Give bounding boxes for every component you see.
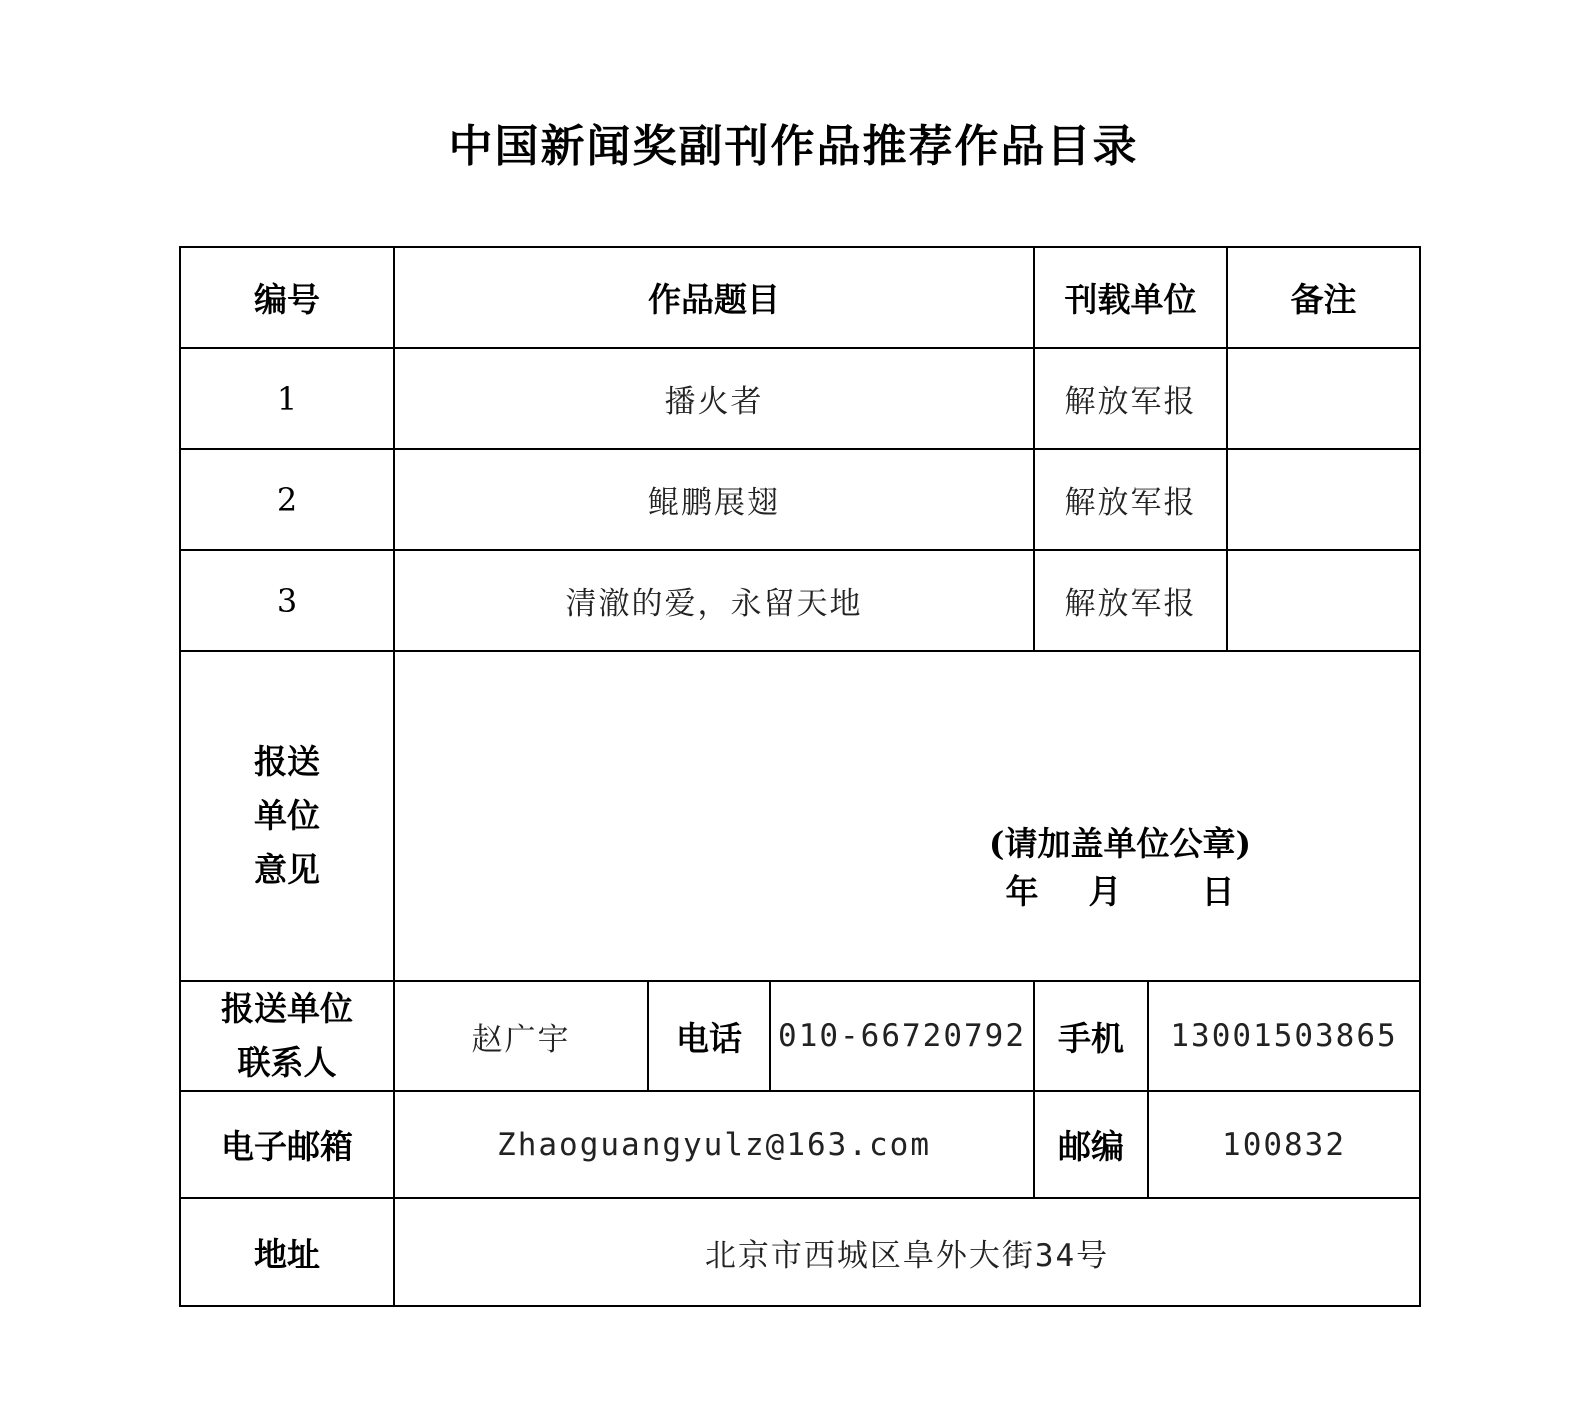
- page-title: 中国新闻奖副刊作品推荐作品目录: [448, 121, 1139, 172]
- header-row: [180, 247, 1420, 348]
- mobile-label: 手机: [1034, 981, 1148, 1091]
- work-publisher: 解放军报: [1034, 550, 1227, 651]
- address-label: 地址: [180, 1198, 394, 1306]
- email-row: [180, 1091, 1420, 1198]
- opinion-label-line: 报送: [254, 742, 320, 781]
- opinion-field[interactable]: [394, 651, 1420, 981]
- seal-instruction: (请加盖单位公章): [988, 824, 1252, 863]
- header-remarks: 备注: [1227, 247, 1420, 348]
- contact-label-line: 报送单位: [221, 989, 353, 1028]
- phone-value: 010-66720792: [770, 981, 1034, 1091]
- phone-label: 电话: [648, 981, 770, 1091]
- work-title: 清澈的爱，永留天地: [394, 550, 1034, 651]
- contact-label-line: 联系人: [237, 1043, 337, 1082]
- opinion-label: [180, 651, 394, 981]
- work-publisher: 解放军报: [1034, 348, 1227, 449]
- contact-row: [180, 981, 1420, 1091]
- work-title: 鲲鹏展翅: [394, 449, 1034, 550]
- email-label: 电子邮箱: [180, 1091, 394, 1198]
- contact-name: 赵广宇: [394, 981, 648, 1091]
- work-publisher: 解放军报: [1034, 449, 1227, 550]
- date-line: [955, 868, 1285, 916]
- postcode-value: 100832: [1148, 1091, 1420, 1198]
- email-value: Zhaoguangyulz@163.com: [394, 1091, 1034, 1198]
- contact-label: [180, 981, 394, 1091]
- work-number: 1: [180, 348, 394, 449]
- work-number: 2: [180, 449, 394, 550]
- opinion-row: [180, 651, 1420, 981]
- address-row: [180, 1198, 1420, 1306]
- date-month: 月: [1088, 872, 1122, 911]
- opinion-label-line: 意见: [254, 850, 320, 889]
- opinion-label-line: 单位: [254, 796, 320, 835]
- mobile-value: 13001503865: [1148, 981, 1420, 1091]
- work-title: 播火者: [394, 348, 1034, 449]
- work-remarks: [1227, 348, 1420, 449]
- work-remarks: [1227, 550, 1420, 651]
- table-row: [180, 550, 1420, 651]
- table-row: [180, 449, 1420, 550]
- recommendation-table: [179, 246, 1421, 1307]
- work-remarks: [1227, 449, 1420, 550]
- date-day: 日: [1201, 872, 1235, 911]
- date-year: 年: [1005, 872, 1039, 911]
- table-row: [180, 348, 1420, 449]
- work-number: 3: [180, 550, 394, 651]
- header-work-title: 作品题目: [394, 247, 1034, 348]
- postcode-label: 邮编: [1034, 1091, 1148, 1198]
- seal-area: [955, 820, 1285, 916]
- address-value: 北京市西城区阜外大街34号: [394, 1198, 1420, 1306]
- header-number: 编号: [180, 247, 394, 348]
- header-publisher: 刊载单位: [1034, 247, 1227, 348]
